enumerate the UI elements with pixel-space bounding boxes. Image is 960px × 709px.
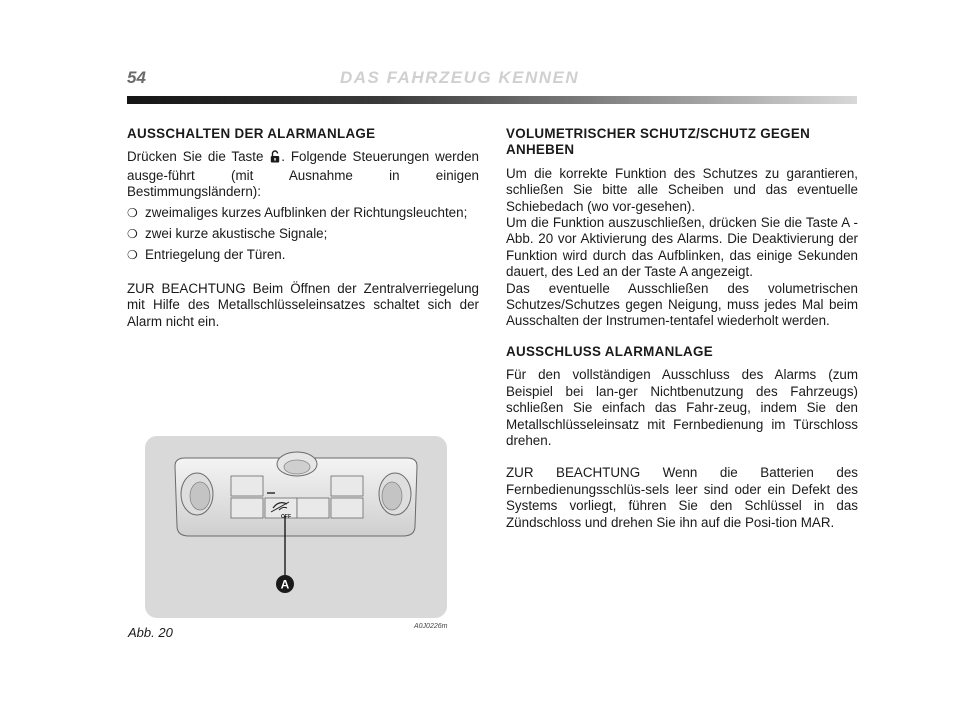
- bullet-icon: ❍: [127, 227, 138, 242]
- list-item: [127, 205, 479, 221]
- unlock-icon: [270, 150, 280, 167]
- note-paragraph: ZUR BEACHTUNG Wenn die Batterien des Fernbedienungsschlüs-sels leer sind oder ein Defekt des Systems vorliegt, führen Sie den Schlüssel in das Zündschloss und drehen Sie ihn auf die Posi-tion MAR.: [506, 465, 858, 530]
- paragraph: Das eventuelle Ausschließen des volumetrischen Schutzes/Schutzes gegen Neigung, muss jedes Mal beim Ausschalten der Instrumen-tentafel wiederholt werden.: [506, 280, 858, 329]
- list-item: [127, 247, 479, 263]
- overhead-console-illustration: [145, 436, 447, 618]
- paragraph: Um die Funktion auszuschließen, drücken Sie die Taste A - Abb. 20 vor Aktivierung des Alarms. Die Deaktivierung der Funktion wird durch das Aufblinken, das einige Sekunden dauert, des Led an der Taste A angezeigt.: [506, 215, 858, 280]
- figure-abb-20: [145, 436, 447, 618]
- intro-text-end: . Folgende Steuerungen werden ausge-führt (mit Ausnahme in einigen Bestimmungsländern):: [127, 149, 479, 200]
- bullet-icon: ❍: [127, 205, 138, 220]
- off-label: OFF: [281, 514, 291, 520]
- bullet-icon: ❍: [127, 248, 138, 263]
- intro-paragraph: [127, 149, 479, 200]
- spacer: [506, 330, 858, 344]
- list-item-text: zwei kurze akustische Signale;: [145, 226, 328, 242]
- page-number: 54: [127, 68, 146, 87]
- intro-text-start: Drücken Sie die Taste: [127, 149, 264, 165]
- figure-code: A0J0226m: [414, 623, 448, 630]
- figure-label: Abb. 20: [128, 625, 173, 640]
- right-column: [506, 126, 858, 531]
- note-paragraph: ZUR BEACHTUNG Beim Öffnen der Zentralverriegelung mit Hilfe des Metallschlüsseleinsatzes schaltet sich der Alarm nicht ein.: [127, 280, 479, 329]
- paragraph: Für den vollständigen Ausschluss des Alarms (zum Beispiel bei lan-ger Nichtbenutzung des Fahrzeugs) schließen Sie einfach das Fahr-zeug, indem Sie den Metallschlüsseleinsatz mit Fernbedienung im Türschloss drehen.: [506, 367, 858, 448]
- callout-a-label: A: [280, 577, 290, 592]
- bullet-list: [127, 205, 479, 264]
- section-heading-volumetric: VOLUMETRISCHER SCHUTZ/SCHUTZ GEGEN ANHEBEN: [506, 126, 811, 158]
- paragraph: Um die korrekte Funktion des Schutzes zu garantieren, schließen Sie bitte alle Scheiben und das eventuelle Schiebedach (wo vor-gesehen).: [506, 165, 858, 214]
- list-item-text: zweimaliges kurzes Aufblinken der Richtungsleuchten;: [145, 204, 468, 220]
- list-item: [127, 226, 479, 242]
- section-heading-alarm-off: AUSSCHALTEN DER ALARMANLAGE: [127, 126, 376, 141]
- header-rule: [127, 96, 857, 104]
- page-title: DAS FAHRZEUG KENNEN: [340, 68, 580, 87]
- list-item-text: Entriegelung der Türen.: [145, 247, 286, 263]
- left-column: [127, 126, 479, 330]
- section-heading-alarm-exclusion: AUSSCHLUSS ALARMANLAGE: [506, 343, 713, 359]
